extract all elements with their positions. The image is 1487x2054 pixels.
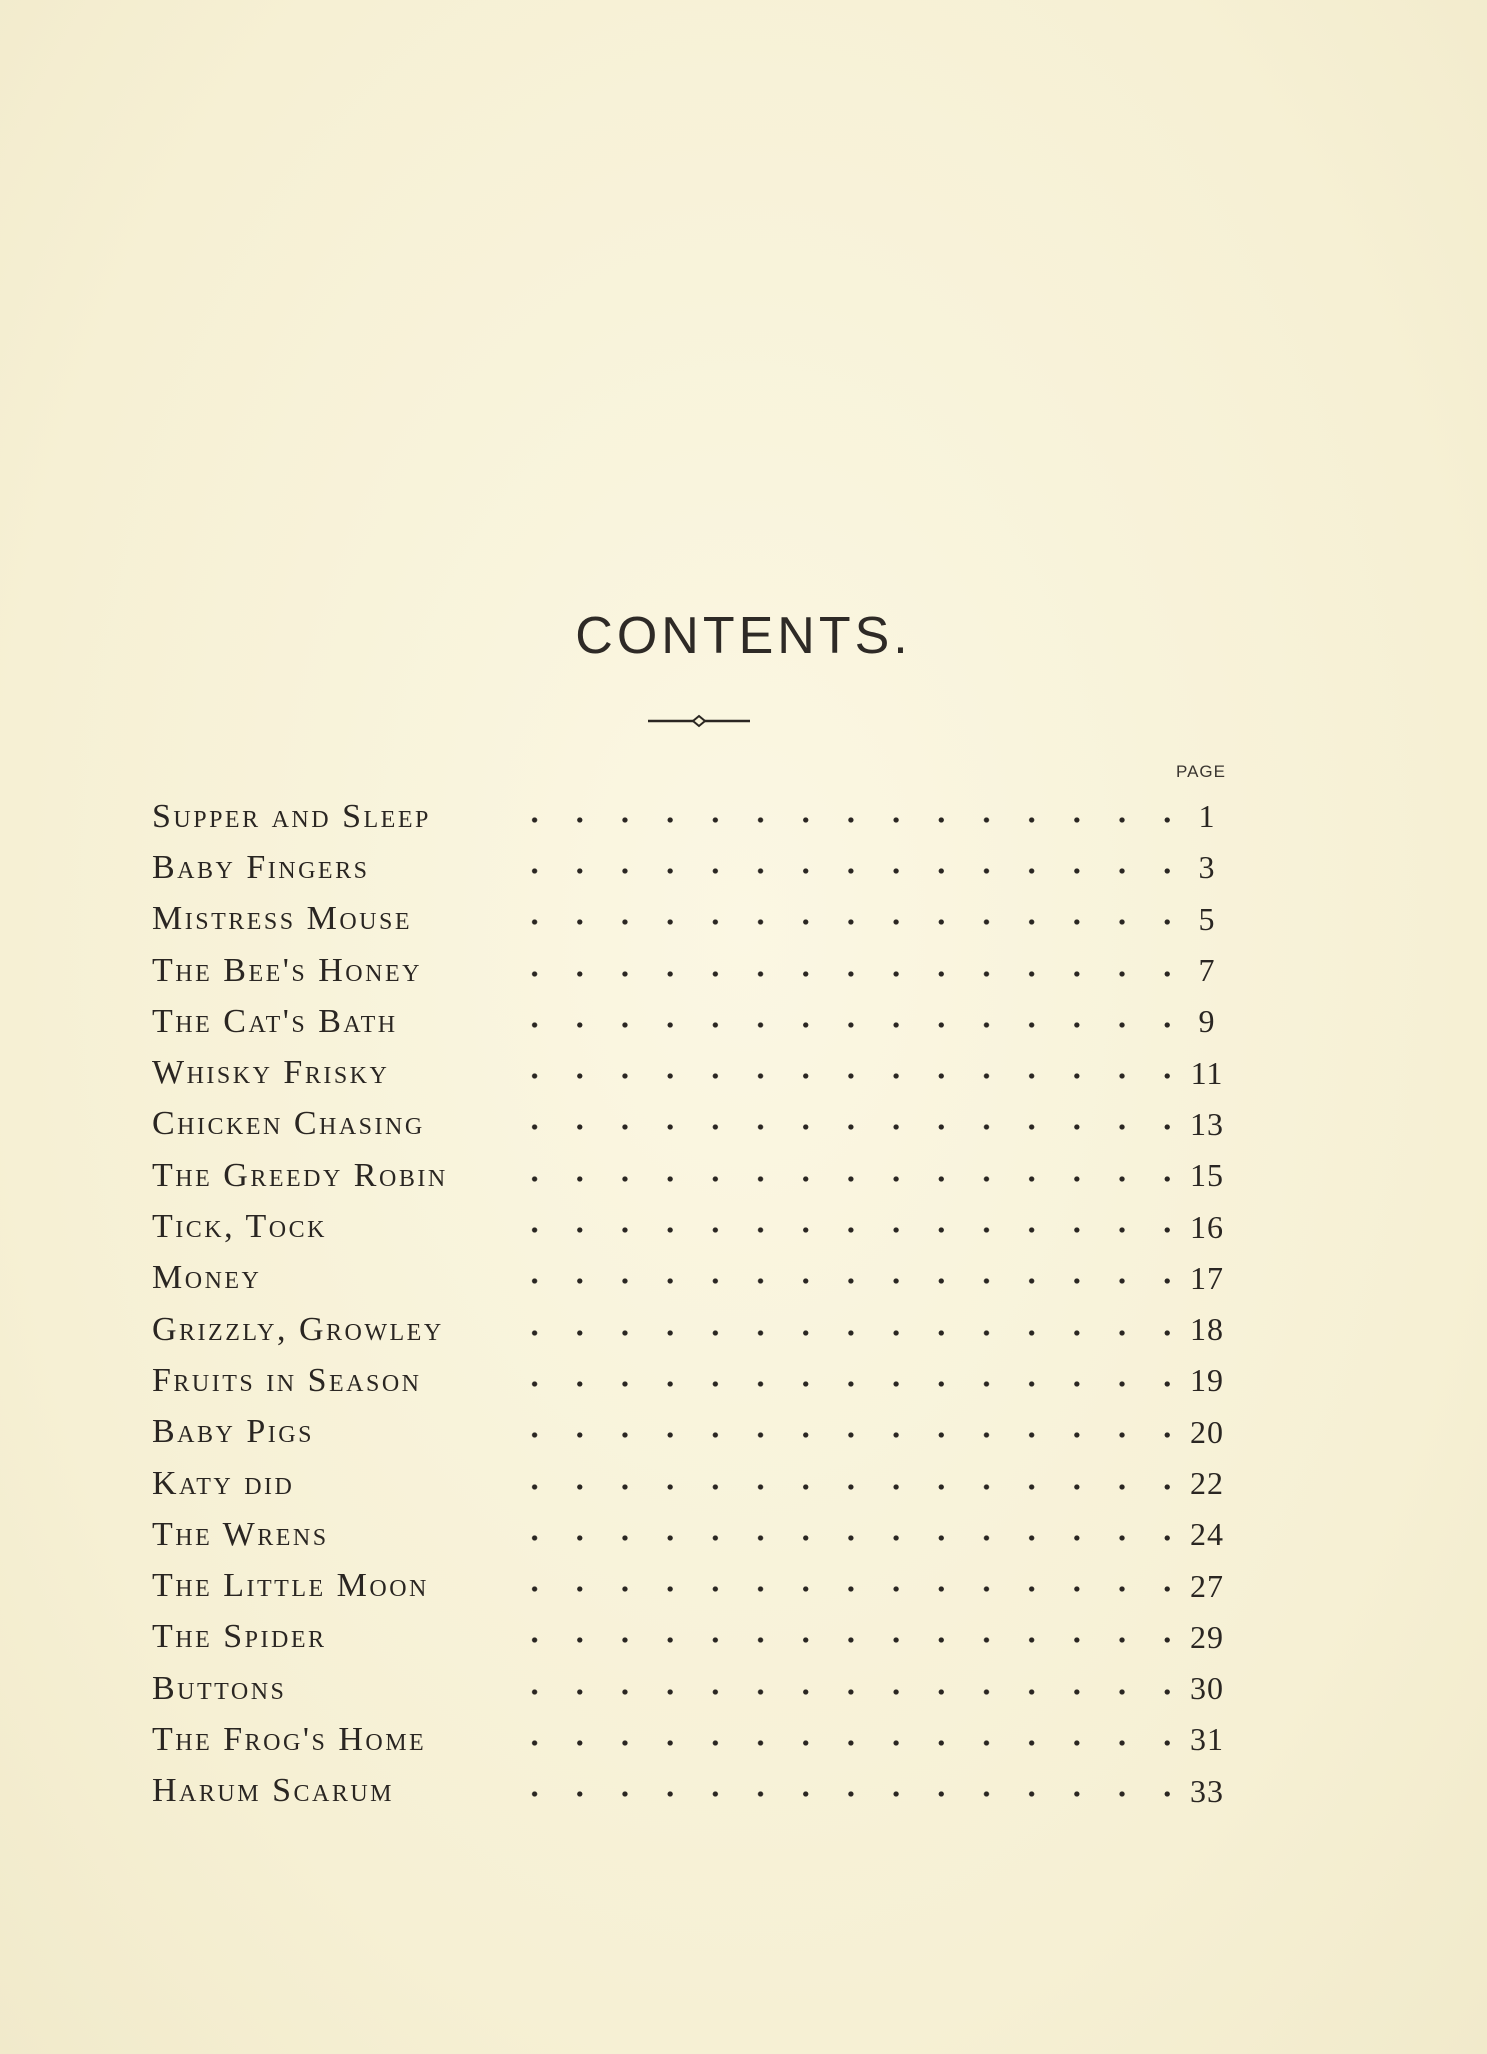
page-title: CONTENTS. [575, 607, 912, 665]
toc-entry-title: Buttons [152, 1669, 287, 1707]
dot-leader [512, 815, 1170, 825]
toc-entry-page-number: 18 [1190, 1311, 1224, 1348]
toc-entry [152, 1560, 1232, 1611]
toc-entry [152, 1766, 1232, 1817]
table-of-contents [152, 791, 1232, 1817]
dot-leader [512, 1789, 1170, 1799]
dot-leader [512, 1533, 1170, 1543]
dot-leader [512, 1584, 1170, 1594]
toc-entry-page-number: 7 [1198, 952, 1216, 989]
dot-leader [512, 1430, 1170, 1440]
toc-entry [152, 996, 1232, 1047]
dot-leader [512, 866, 1170, 876]
dot-leader [512, 1379, 1170, 1389]
toc-entry-page-number: 29 [1190, 1618, 1224, 1655]
toc-entry-page-number: 16 [1190, 1208, 1224, 1245]
toc-entry [152, 1458, 1232, 1509]
toc-entry-title: Grizzly, Growley [152, 1310, 444, 1348]
toc-entry-page-number: 5 [1198, 900, 1216, 937]
toc-entry [152, 1201, 1232, 1252]
toc-entry-page-number: 13 [1190, 1105, 1224, 1142]
toc-entry [152, 1509, 1232, 1560]
toc-entry-page-number: 19 [1190, 1362, 1224, 1399]
toc-entry-page-number: 24 [1190, 1516, 1224, 1553]
toc-entry-page-number: 33 [1190, 1772, 1224, 1809]
toc-entry-title: Fruits in Season [152, 1361, 422, 1399]
toc-entry [152, 791, 1232, 842]
toc-entry-page-number: 17 [1190, 1259, 1224, 1296]
toc-entry-page-number: 30 [1190, 1670, 1224, 1707]
toc-entry [152, 1612, 1232, 1663]
dot-leader [512, 1071, 1170, 1081]
toc-entry-page-number: 27 [1190, 1567, 1224, 1604]
dot-leader [512, 917, 1170, 927]
dot-leader [512, 1122, 1170, 1132]
toc-entry-title: The Little Moon [152, 1567, 429, 1605]
toc-entry-page-number: 3 [1198, 849, 1216, 886]
toc-entry-title: The Spider [152, 1618, 327, 1656]
dot-leader [512, 1328, 1170, 1338]
toc-entry-title: The Cat's Bath [152, 1002, 398, 1040]
toc-entry-page-number: 9 [1198, 1003, 1216, 1040]
toc-entry-title: The Wrens [152, 1515, 329, 1553]
toc-entry [152, 1714, 1232, 1765]
toc-entry-title: Tick, Tock [152, 1208, 327, 1246]
dot-leader [512, 969, 1170, 979]
toc-entry-page-number: 22 [1190, 1465, 1224, 1501]
dot-leader [512, 1738, 1170, 1748]
toc-entry-title: Mistress Mouse [152, 900, 412, 938]
toc-entry [152, 945, 1232, 996]
toc-entry [152, 1099, 1232, 1150]
toc-entry-page-number: 11 [1190, 1054, 1224, 1091]
dot-leader [512, 1635, 1170, 1645]
toc-entry-title: Money [152, 1259, 262, 1297]
toc-entry-page-number: 15 [1190, 1157, 1224, 1194]
toc-entry-title: The Bee's Honey [152, 951, 422, 989]
toc-entry-title: Baby Pigs [152, 1413, 314, 1451]
dot-leader [512, 1020, 1170, 1030]
page-column-label: PAGE [1176, 762, 1226, 781]
toc-entry [152, 1355, 1232, 1406]
toc-entry [152, 1663, 1232, 1714]
dot-leader [512, 1225, 1170, 1235]
toc-entry-title: The Frog's Home [152, 1720, 427, 1758]
toc-entry [152, 842, 1232, 893]
toc-entry [152, 894, 1232, 945]
dot-leader [512, 1687, 1170, 1697]
diamond-rule-ornament-icon [648, 713, 750, 729]
toc-entry [152, 1253, 1232, 1304]
dot-leader [512, 1174, 1170, 1184]
toc-entry-title: Baby Fingers [152, 848, 370, 886]
toc-entry [152, 1150, 1232, 1201]
toc-entry-title: Katy did [152, 1464, 295, 1502]
toc-entry-title: The Greedy Robin [152, 1156, 448, 1194]
toc-entry [152, 1407, 1232, 1458]
toc-entry-page-number: 31 [1190, 1721, 1224, 1758]
toc-entry-title: Whisky Frisky [152, 1054, 390, 1092]
toc-entry-title: Supper and Sleep [152, 797, 431, 835]
toc-entry-title: Harum Scarum [152, 1772, 394, 1810]
toc-entry-page-number: 1 [1198, 798, 1216, 835]
dot-leader [512, 1482, 1170, 1492]
dot-leader [512, 1276, 1170, 1286]
toc-entry-page-number: 20 [1190, 1413, 1224, 1450]
toc-entry [152, 1304, 1232, 1355]
toc-entry [152, 1047, 1232, 1098]
toc-entry-title: Chicken Chasing [152, 1105, 425, 1143]
